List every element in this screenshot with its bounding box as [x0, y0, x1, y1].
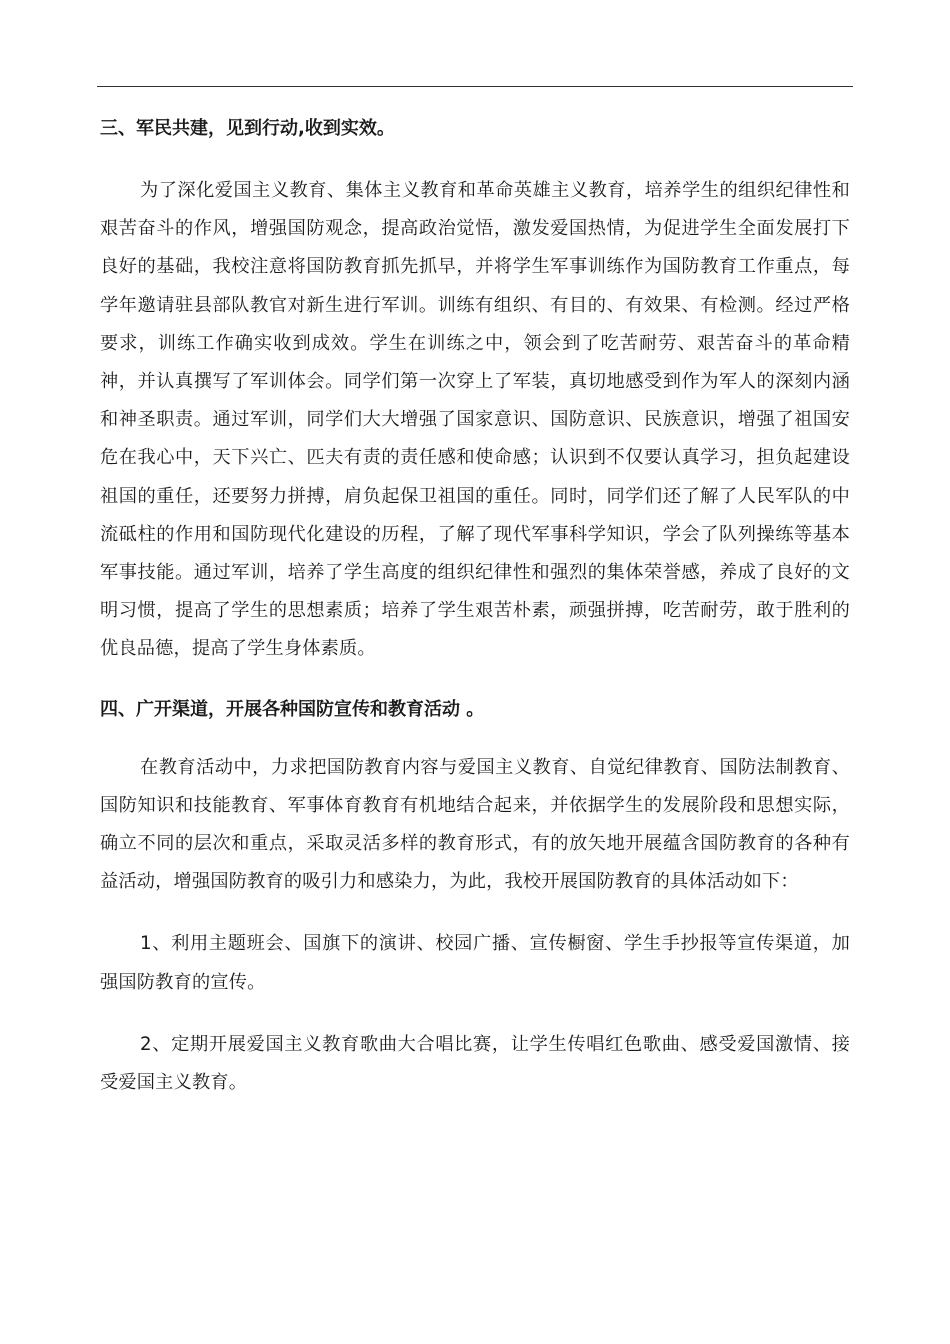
section-3-paragraph: 为了深化爱国主义教育、集体主义教育和革命英雄主义教育，培养学生的组织纪律性和艰苦奋斗的作风，增强国防观念，提高政治觉悟，激发爱国热情，为促进学生全面发展打下良好的基础，我校注意将国防教育抓先抓早，并将学生军事训练作为国防教育工作重点，每学年邀请驻县部队教官对新生进行军训。训练有组织、有目的、有效果、有检测。经过严格要求，训练工作确实收到成效。学生在训练之中，领会到了吃苦耐劳、艰苦奋斗的革命精神，并认真撰写了军训体会。同学们第一次穿上了军装，真切地感受到作为军人的深刻内涵和神圣职责。通过军训，同学们大大增强了国家意识、国防意识、民族意识，增强了祖国安危在我心中，天下兴亡、匹夫有责的责任感和使命感；认识到不仅要认真学习，担负起建设祖国的重任，还要努力拼搏，肩负起保卫祖国的重任。同时，同学们还了解了人民军队的中流砥柱的作用和国防现代化建设的历程，了解了现代军事科学知识，学会了队列操练等基本军事技能。通过军训，培养了学生高度的组织纪律性和强烈的集体荣誉感，养成了良好的文明习惯，提高了学生的思想素质；培养了学生艰苦朴素，顽强拼搏，吃苦耐劳，敢于胜利的优良品德，提高了学生身体素质。	[100, 180, 850, 660]
section-3-heading: 三、军民共建，见到行动,收到实效。	[100, 118, 395, 139]
header-rule	[97, 86, 853, 87]
document-body	[100, 112, 850, 1102]
activity-item-1: 1、利用主题班会、国旗下的演讲、校园广播、宣传橱窗、学生手抄报等宣传渠道，加强国防教育的宣传。	[100, 933, 850, 993]
activity-item-2: 2、定期开展爱国主义教育歌曲大合唱比赛，让学生传唱红色歌曲、感受爱国激情、接受爱国主义教育。	[100, 1033, 850, 1094]
section-4-paragraph: 在教育活动中，力求把国防教育内容与爱国主义教育、自觉纪律教育、国防法制教育、国防知识和技能教育、军事体育教育有机地结合起来，并依据学生的发展阶段和思想实际，确立不同的层次和重点，采取灵活多样的教育形式，有的放矢地开展蕴含国防教育的各种有益活动，增强国防教育的吸引力和感染力，为此，我校开展国防教育的具体活动如下：	[100, 756, 850, 893]
section-4-heading: 四、广开渠道，开展各种国防宣传和教育活动 。	[100, 698, 485, 720]
